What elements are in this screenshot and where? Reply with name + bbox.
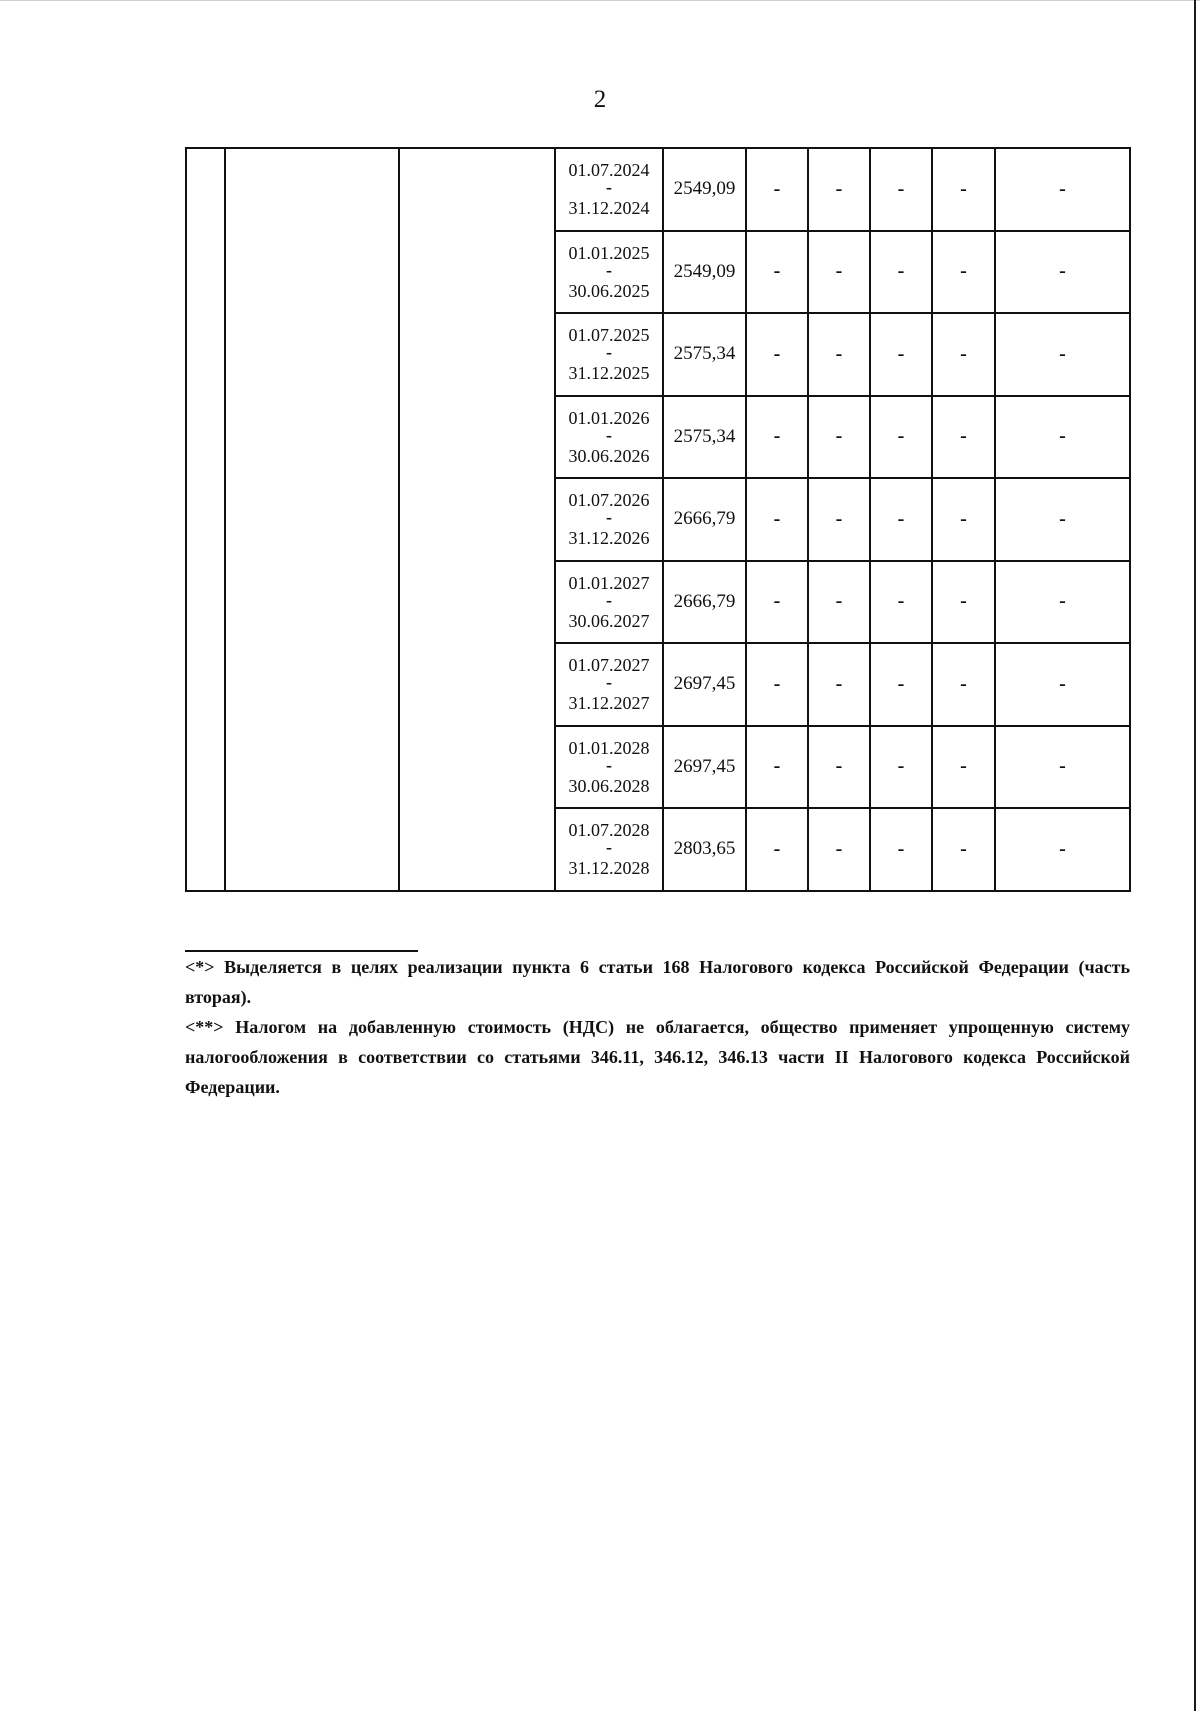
dash-cell: - [932, 148, 995, 231]
dash-cell: - [870, 313, 932, 396]
tariff-value-cell: 2549,09 [663, 231, 746, 314]
dash-cell: - [746, 478, 808, 561]
period-start: 01.07.2025 [568, 325, 650, 346]
period-cell [555, 643, 663, 726]
dash-cell: - [746, 808, 808, 891]
period-start: 01.01.2028 [568, 737, 650, 758]
dash-cell: - [995, 148, 1130, 231]
dash-cell: - [995, 313, 1130, 396]
footnote-vat-allocation: <*> Выделяется в целях реализации пункта 6 статьи 168 Налогового кодекса Российской Федерации (часть вторая). [185, 957, 1130, 1007]
footnotes [185, 952, 1130, 1102]
period-cell [555, 726, 663, 809]
period-separator: - [606, 424, 612, 445]
dash-cell: - [995, 561, 1130, 644]
dash-cell: - [932, 478, 995, 561]
tariff-value-cell: 2803,65 [663, 808, 746, 891]
tariff-value-cell: 2575,34 [663, 396, 746, 479]
dash-cell: - [870, 643, 932, 726]
period-separator: - [606, 177, 612, 198]
dash-cell: - [932, 808, 995, 891]
dash-cell: - [995, 231, 1130, 314]
dash-cell: - [932, 643, 995, 726]
dash-cell: - [808, 148, 870, 231]
period-end: 31.12.2026 [568, 528, 650, 549]
tariff-value-cell: 2575,34 [663, 313, 746, 396]
dash-cell: - [932, 726, 995, 809]
dash-cell: - [808, 231, 870, 314]
dash-cell: - [746, 231, 808, 314]
period-separator: - [606, 342, 612, 363]
period-separator: - [606, 507, 612, 528]
period-separator: - [606, 837, 612, 858]
period-separator: - [606, 754, 612, 775]
dash-cell: - [870, 726, 932, 809]
table-row [186, 148, 1130, 231]
period-end: 30.06.2025 [568, 280, 650, 301]
dash-cell: - [932, 561, 995, 644]
period-start: 01.01.2027 [568, 572, 650, 593]
tariff-value-cell: 2666,79 [663, 561, 746, 644]
dash-cell: - [870, 808, 932, 891]
period-start: 01.07.2028 [568, 820, 650, 841]
footnote-vat-exempt: <**> Налогом на добавленную стоимость (НДС) не облагается, общество применяет упрощенную систему налогообложения в соответствии со статьями 346.11, 346.12, 346.13 части II Налогового кодекса Российской Федерации. [185, 1017, 1130, 1097]
scan-right-edge [1194, 0, 1196, 1711]
period-start: 01.07.2026 [568, 490, 650, 511]
period-cell [555, 808, 663, 891]
period-cell [555, 313, 663, 396]
period-cell [555, 231, 663, 314]
period-end: 30.06.2028 [568, 775, 650, 796]
tariff-table-body [186, 148, 1130, 891]
tariff-value-cell: 2697,45 [663, 643, 746, 726]
period-start: 01.07.2024 [568, 160, 650, 181]
dash-cell: - [870, 148, 932, 231]
organization-column-cell [225, 148, 399, 891]
period-separator: - [606, 589, 612, 610]
dash-cell: - [932, 231, 995, 314]
tariff-value-cell: 2666,79 [663, 478, 746, 561]
dash-cell: - [808, 313, 870, 396]
tariff-table [185, 147, 1131, 892]
dash-cell: - [746, 396, 808, 479]
dash-cell: - [870, 396, 932, 479]
dash-cell: - [808, 643, 870, 726]
period-end: 31.12.2024 [568, 198, 650, 219]
dash-cell: - [932, 313, 995, 396]
tariff-value-cell: 2549,09 [663, 148, 746, 231]
period-end: 31.12.2027 [568, 693, 650, 714]
dash-cell: - [746, 313, 808, 396]
dash-cell: - [746, 643, 808, 726]
period-start: 01.07.2027 [568, 655, 650, 676]
dash-cell: - [746, 561, 808, 644]
dash-cell: - [870, 231, 932, 314]
period-cell [555, 561, 663, 644]
dash-cell: - [746, 726, 808, 809]
period-cell [555, 396, 663, 479]
period-end: 30.06.2027 [568, 610, 650, 631]
dash-cell: - [995, 808, 1130, 891]
period-separator: - [606, 259, 612, 280]
page-number: 2 [593, 86, 607, 113]
period-end: 31.12.2025 [568, 363, 650, 384]
dash-cell: - [932, 396, 995, 479]
period-end: 31.12.2028 [568, 858, 650, 879]
dash-cell: - [995, 726, 1130, 809]
dash-cell: - [808, 396, 870, 479]
dash-cell: - [995, 643, 1130, 726]
dash-cell: - [995, 396, 1130, 479]
period-separator: - [606, 672, 612, 693]
period-cell [555, 478, 663, 561]
dash-cell: - [808, 726, 870, 809]
dash-cell: - [808, 561, 870, 644]
dash-cell: - [870, 478, 932, 561]
dash-cell: - [870, 561, 932, 644]
number-column-cell [186, 148, 225, 891]
dash-cell: - [808, 808, 870, 891]
tariff-value-cell: 2697,45 [663, 726, 746, 809]
period-cell [555, 148, 663, 231]
period-start: 01.01.2026 [568, 407, 650, 428]
period-start: 01.01.2025 [568, 242, 650, 263]
dash-cell: - [995, 478, 1130, 561]
scan-top-edge [0, 0, 1200, 1]
consumer-group-column-cell [399, 148, 555, 891]
dash-cell: - [808, 478, 870, 561]
dash-cell: - [746, 148, 808, 231]
period-end: 30.06.2026 [568, 445, 650, 466]
